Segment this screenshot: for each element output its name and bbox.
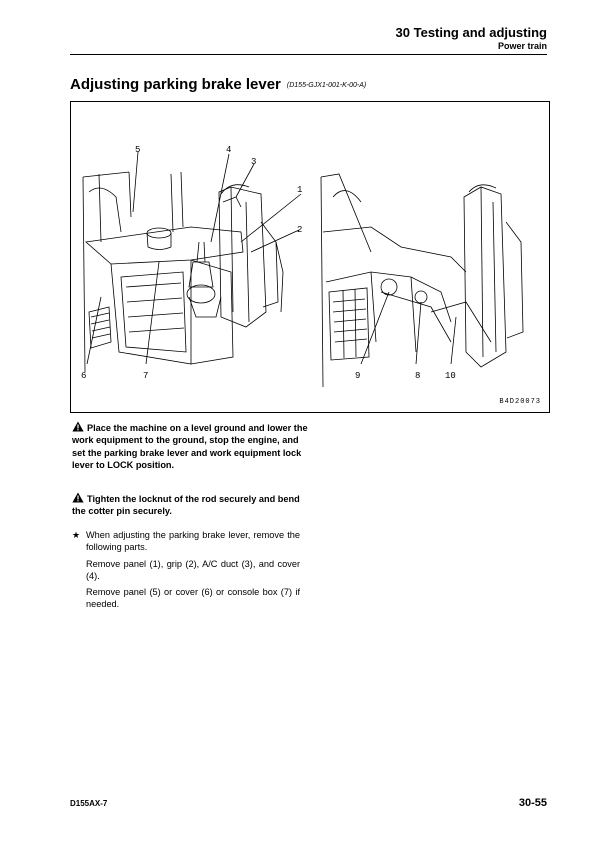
callout-3: 3 bbox=[251, 157, 257, 167]
header-section-title: 30 Testing and adjusting bbox=[395, 25, 547, 40]
callout-9: 9 bbox=[355, 371, 361, 381]
star-icon: ★ bbox=[72, 530, 81, 540]
parking-brake-illustration bbox=[71, 102, 549, 412]
section-code: (D155-GJX1-001-K-00-A) bbox=[286, 82, 367, 89]
callout-4: 4 bbox=[226, 145, 232, 155]
section-heading bbox=[70, 76, 366, 93]
note-line-1: Remove panel (1), grip (2), A/C duct (3), and cover (4). bbox=[86, 558, 300, 581]
warning-triangle-icon bbox=[72, 421, 84, 432]
figure-code: B4D20073 bbox=[499, 398, 541, 406]
header-rule bbox=[70, 54, 547, 55]
section-title: Adjusting parking brake lever bbox=[70, 76, 281, 93]
page-number: 30-55 bbox=[518, 797, 547, 809]
right-view bbox=[321, 174, 523, 387]
footer-model: D155AX-7 bbox=[70, 799, 108, 808]
callout-1: 1 bbox=[297, 185, 303, 195]
warning-2-text: Tighten the locknut of the rod securely and bend the cotter pin securely. bbox=[72, 494, 300, 517]
warning-1 bbox=[72, 421, 312, 471]
callout-2: 2 bbox=[297, 225, 303, 235]
callout-5: 5 bbox=[135, 145, 141, 155]
callout-8: 8 bbox=[415, 371, 421, 381]
callout-10: 10 bbox=[445, 371, 456, 381]
header-subsection: Power train bbox=[497, 41, 547, 51]
note-line-2: Remove panel (5) or cover (6) or console box (7) if needed. bbox=[86, 587, 300, 610]
callout-7: 7 bbox=[143, 371, 149, 381]
note-intro: When adjusting the parking brake lever, remove the following parts. bbox=[86, 530, 300, 553]
warning-2 bbox=[72, 492, 312, 518]
note-block bbox=[72, 529, 300, 615]
warning-1-text: Place the machine on a level ground and lower the work equipment to the ground, stop the engine, and set the parking brake lever and work equipment lock lever to LOCK position. bbox=[72, 423, 308, 470]
warning-triangle-icon bbox=[72, 492, 84, 503]
left-view bbox=[83, 152, 301, 372]
figure-box bbox=[70, 101, 550, 413]
callout-6: 6 bbox=[81, 371, 87, 381]
